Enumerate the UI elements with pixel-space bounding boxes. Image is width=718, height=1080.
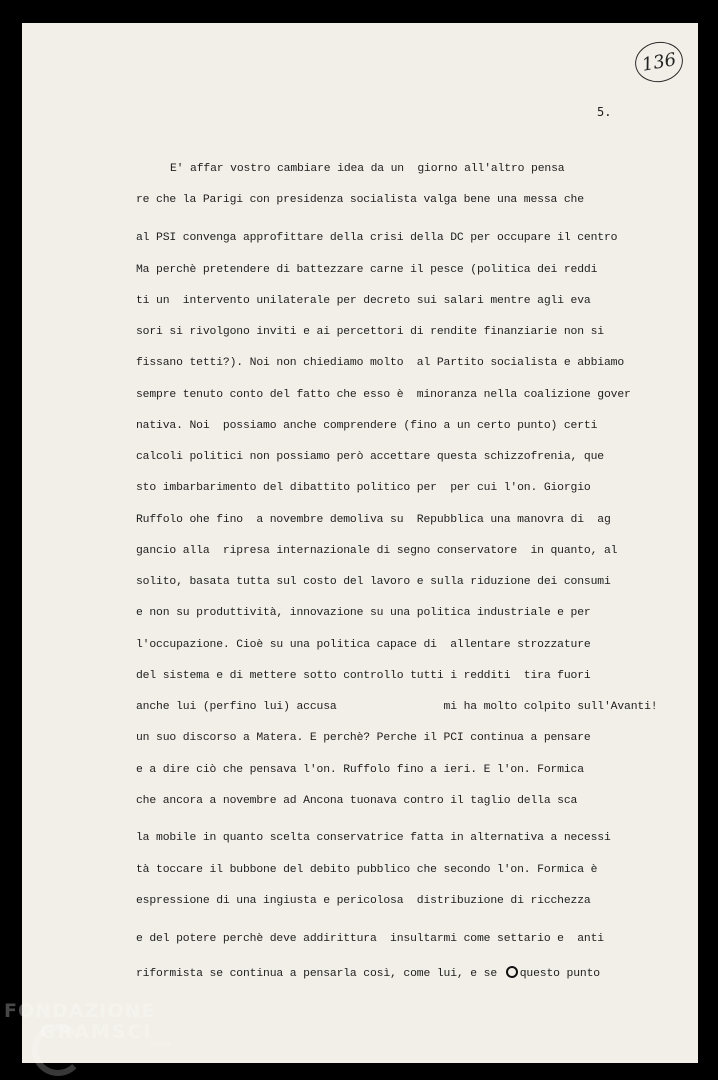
text-line-last [136,967,600,980]
text-line: nativa. Noi possiamo anche comprendere (fino a un certo punto) certi [136,420,598,432]
text-line: calcoli politici non possiamo però accettare questa schizzofrenia, que [136,451,604,463]
archive-number: 136 [640,48,678,76]
text-line: Ma perchè pretendere di battezzare carne il pesce (politica dei reddi [136,264,598,276]
text-line: E' affar vostro cambiare idea da un giorno all'altro pensa [170,163,565,175]
page-number: 5. [597,105,612,119]
watermark-line-1: FONDAZIONE [4,1000,156,1022]
text-line: re che la Parigi con presidenza socialista valga bene una messa che [136,194,584,206]
text-line: del sistema e di mettere sotto controllo tutti i redditi tira fuori [136,670,591,682]
text-line: la mobile in quanto scelta conservatrice fatta in alternativa a necessi [136,832,611,844]
text-line: tà toccare il bubbone del debito pubblico che secondo l'on. Formica è [136,864,598,876]
text-segment: riformista se continua a pensarla così, come lui, e se [136,968,498,981]
text-line: anche lui (perfino lui) accusa mi ha molto colpito sull'Avanti! [136,701,658,713]
document-page [22,23,698,1063]
text-line: e non su produttività, innovazione su una politica industriale e per [136,607,591,619]
handwritten-mark-icon [506,966,518,978]
watermark-line-3: onlus [150,1039,172,1048]
text-line: espressione di una ingiusta e pericolosa distribuzione di ricchezza [136,895,591,907]
text-line: un suo discorso a Matera. E perchè? Perche il PCI continua a pensare [136,732,591,744]
watermark-logo-icon [32,1024,84,1076]
text-line: fissano tetti?). Noi non chiediamo molto al Partito socialista e abbiamo [136,357,625,369]
text-line: e del potere perchè deve addirittura insultarmi come settario e anti [136,933,604,945]
text-line: al PSI convenga approfittare della crisi della DC per occupare il centro [136,232,618,244]
watermark-line-2: GRAMSCI [40,1021,153,1043]
text-line: ti un intervento unilaterale per decreto sui salari mentre agli eva [136,295,591,307]
text-line: l'occupazione. Cioè su una politica capace di allentare strozzature [136,639,591,651]
archive-stamp [632,38,686,86]
text-line: gancio alla ripresa internazionale di segno conservatore in quanto, al [136,545,618,557]
text-line: che ancora a novembre ad Ancona tuonava contro il taglio della sca [136,795,578,807]
text-line: sempre tenuto conto del fatto che esso è minoranza nella coalizione gover [136,389,631,401]
fondazione-gramsci-watermark [4,1002,171,1048]
text-segment: questo punto [519,968,600,981]
text-line: sto imbarbarimento del dibattito politico per per cui l'on. Giorgio [136,482,591,494]
text-line: Ruffolo ohe fino a novembre demoliva su Repubblica una manovra di ag [136,514,611,526]
text-line: solito, basata tutta sul costo del lavoro e sulla riduzione dei consumi [136,576,611,588]
text-line: e a dire ciò che pensava l'on. Ruffolo fino a ieri. E l'on. Formica [136,764,584,776]
text-line: sori si rivolgono inviti e ai percettori di rendite finanziarie non si [136,326,604,338]
